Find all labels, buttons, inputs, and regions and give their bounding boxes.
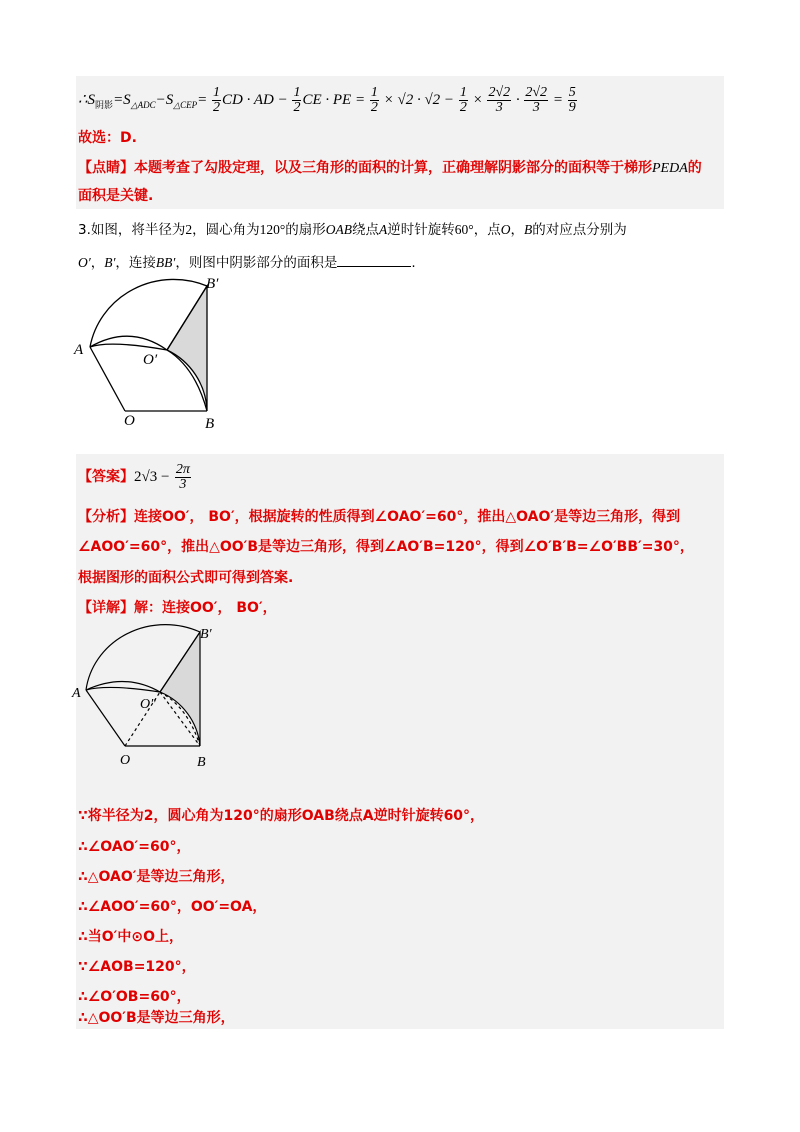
step-8: ∴△OO′B是等边三角形，: [78, 1010, 235, 1026]
figure-solution: [70, 622, 230, 772]
label-B: B: [197, 755, 206, 770]
analysis-line-1: 【分析】连接OO′， BO′，根据旋转的性质得到∠OAO′=60°，推出△OAO′是等边三角形，得到: [78, 509, 681, 525]
label-O-prime: O′: [143, 352, 158, 368]
label-B-prime: B′: [200, 627, 212, 642]
analysis-line-3: 根据图形的面积公式即可得到答案.: [78, 570, 294, 586]
label-B: B: [205, 416, 215, 432]
step-6: ∵∠AOB=120°，: [78, 959, 196, 975]
label-A: A: [72, 686, 81, 701]
comment-line-2: 面积是关键.: [78, 188, 154, 204]
label-O: O: [120, 753, 131, 768]
answer-line: 【答案】2√3 − $\frac{2\pi}{3}$: [78, 461, 190, 492]
step-5: ∴当O′中⊙O上，: [78, 929, 183, 945]
label-O-prime: O″: [140, 697, 156, 712]
answer-blank: [337, 252, 411, 267]
label-B-prime: B′: [206, 276, 219, 292]
question-line-2: O′，B′，连接BB′，则图中阴影部分的面积是 .: [78, 252, 416, 273]
step-7: ∴∠O′OB=60°，: [78, 989, 191, 1005]
choice-text: 故选：D.: [78, 130, 137, 146]
area-formula: $\therefore S_{阴影}=S_{\triangle ADC}-S_{\triangle CEP}=$ $\frac{1}{2}$ CD · AD − $\frac{1}{2}$ CE · PE = $\frac{1}{2}$ × √2 · √2 − $\frac{1}{2}$ × $\frac{2√2}{3}$ · $\frac{2√2}{3}$ = $\frac{5}{9}$: [78, 85, 576, 116]
analysis-line-2: ∠AOO′=60°，推出△OO′B是等边三角形，得到∠AO′B=120°，得到∠O′B′B=∠O′BB′=30°，: [78, 539, 694, 555]
label-A: A: [74, 342, 84, 358]
step-1: ∵将半径为2，圆心角为120°的扇形OAB绕点A逆时针旋转60°，: [78, 808, 485, 824]
figure-rotated-sector: [70, 272, 240, 434]
step-3: ∴△OAO′是等边三角形，: [78, 869, 235, 885]
label-O: O: [124, 413, 135, 429]
step-2: ∴∠OAO′=60°，: [78, 839, 191, 855]
step-4: ∴∠AOO′=60°，OO′=OA，: [78, 899, 267, 915]
comment-line-1: 【点睛】本题考查了勾股定理，以及三角形的面积的计算，正确理解阴影部分的面积等于梯形PEDA的: [78, 160, 702, 176]
detail-intro: 【详解】解：连接OO′， BO′，: [78, 600, 277, 616]
question-line-1: 3.如图，将半径为2，圆心角为120°的扇形OAB绕点A逆时针旋转60°，点O，B的对应点分别为: [78, 222, 627, 238]
